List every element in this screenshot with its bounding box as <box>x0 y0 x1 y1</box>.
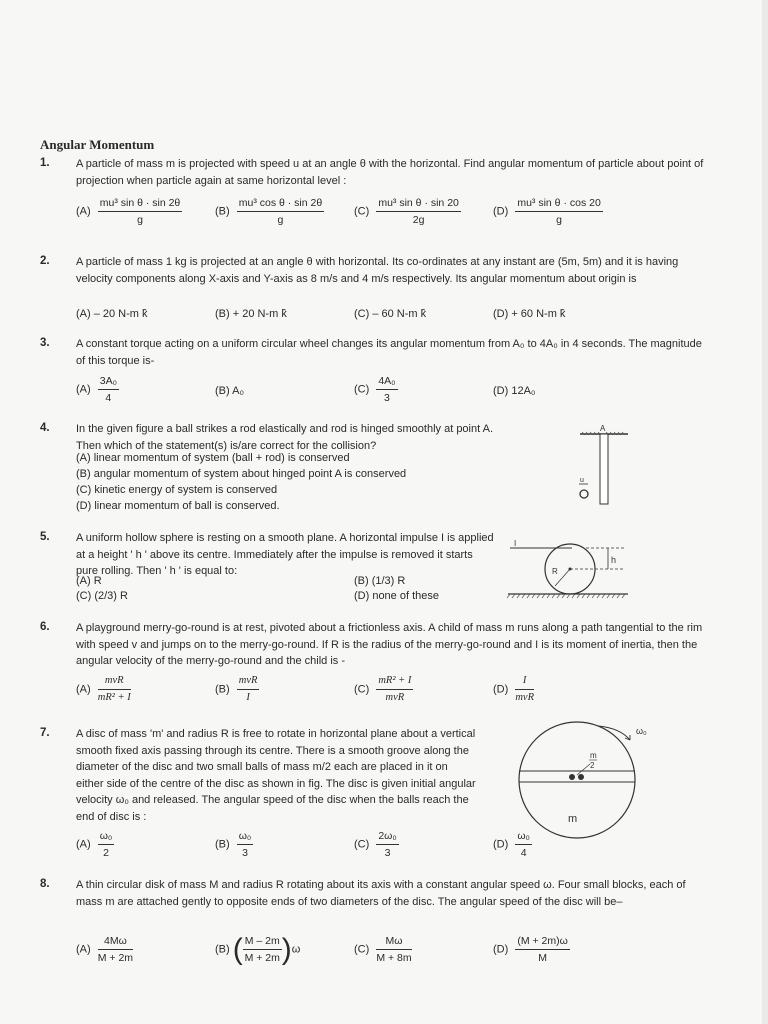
option-c[interactable]: (C) $\frac{M\omega}{M + 8m}$ <box>354 935 412 964</box>
question-number: 4. <box>40 422 50 434</box>
ball <box>580 490 588 498</box>
option-d[interactable]: (D) $\frac{(M + 2m)\omega}{M}$ <box>493 935 568 964</box>
rod-ball-figure <box>570 422 640 508</box>
ball-left <box>569 774 575 780</box>
question-number: 5. <box>40 531 50 543</box>
velocity-label: u <box>580 477 584 484</box>
question-number: 1. <box>40 157 50 169</box>
option-d[interactable]: (D) $\frac{\text{mu³ sin θ · cos 20}}{g}$ <box>493 197 601 226</box>
option-b[interactable]: (B) (1/3) R <box>354 575 406 587</box>
option-d[interactable]: (D) $\frac{\text{ω₀}}{4}$ <box>493 830 530 859</box>
option-a[interactable]: (A) $\frac{\text{mu³ sin θ · sin 2θ}}{g}$ <box>76 197 181 226</box>
question-text: A constant torque acting on a uniform circular wheel changes its angular momentum from A₀ to 4A₀ in 4 seconds. The magnitude of this torque is- <box>76 338 702 367</box>
page-edge-shadow <box>762 0 768 1024</box>
option-c[interactable]: (C) (2/3) R <box>76 590 128 602</box>
question-number: 2. <box>40 255 50 267</box>
option-c[interactable]: (C) $\frac{\text{mR² + I}}{\text{mvR}}$ <box>354 675 412 703</box>
option-d[interactable]: (D) 12A₀ <box>493 385 536 397</box>
hollow-sphere-figure <box>506 532 646 602</box>
option-c[interactable]: (C) – 60 N-m k̂ <box>354 308 427 320</box>
page-title: Angular Momentum <box>40 137 155 152</box>
rod <box>600 434 608 504</box>
option-c[interactable]: (C) $\frac{\text{mu³ sin θ · sin 20}}{2g}$ <box>354 197 459 226</box>
option-b[interactable]: (B) + 20 N-m k̂ <box>215 308 287 320</box>
question-text: A uniform hollow sphere is resting on a smooth plane. A horizontal impulse I is applied at a height ' h ' above its centre. Immediately after the impulse is removed it starts pure rolling. Then ' h ' is equal to: <box>76 532 494 577</box>
option-a[interactable]: (A) $\frac{\text{mvR}}{\text{mR² + I}}$ <box>76 675 131 703</box>
option-a[interactable]: (A) $\frac{4M\omega}{M + 2m}$ <box>76 935 134 964</box>
ball-mass-numerator: m <box>590 751 597 760</box>
question-text: A playground merry-go-round is at rest, pivoted about a frictionless axis. A child of mass m runs along a path tangential to the rim with speed v and jumps on to the merry-go-round. If R is the radius of the merry-go-round and I is its moment of inertia, then the angular velocity of the merry-go-round and the child is - <box>76 622 703 667</box>
option-d[interactable]: (D) none of these <box>354 590 439 602</box>
option-b[interactable]: (B) $\frac{\text{ω₀}}{3}$ <box>215 830 252 859</box>
option-d[interactable]: (D) linear momentum of ball is conserved. <box>76 500 280 512</box>
question-text: A particle of mass 1 kg is projected at an angle θ with horizontal. Its co-ordinates at any instant are (5m, 5m) and it is having velocity components along X-axis and Y-axis as 8 m/s and 4 m/s respectively. Its angular momentum about origin is <box>76 256 679 285</box>
radius-label: R <box>552 567 558 576</box>
option-b[interactable]: (B) ( $\frac{M - 2m}{M + 2m}$ )ω <box>215 932 301 966</box>
height-label: h <box>611 555 617 565</box>
option-a[interactable]: (A) $\frac{\text{3A₀}}{4}$ <box>76 375 117 404</box>
question-text: A disc of mass 'm' and radius R is free to rotate in horizontal plane about a vertical smooth fixed axis passing through its centre. There is a smooth groove along the diameter of the disc and two small balls of mass m/2 each are placed in it on either side of the centre of the disc as shown in fig. The disc is given initial angular velocity ω₀ and released. The angular speed of the disc when the balls reach the end of disc is : <box>76 728 476 823</box>
impulse-label: I <box>514 539 517 548</box>
option-c[interactable]: (C) kinetic energy of system is conserved <box>76 484 278 496</box>
option-d[interactable]: (D) $\frac{I}{\text{mvR}}$ <box>493 675 535 703</box>
question-number: 8. <box>40 878 50 890</box>
option-a[interactable]: (A) $\frac{\text{ω₀}}{2}$ <box>76 830 113 859</box>
option-b[interactable]: (B) A₀ <box>215 385 245 397</box>
question-number: 7. <box>40 727 50 739</box>
option-b[interactable]: (B) $\frac{\text{mvR}}{I}$ <box>215 675 258 703</box>
option-b[interactable]: (B) angular momentum of system about hinged point A is conserved <box>76 468 407 480</box>
question-text: A thin circular disk of mass M and radius R rotating about its axis with a constant angular speed ω. Four small blocks, each of mass m are attached gently to opposite ends of two diameters of the disc. The angular speed of the disc will be– <box>76 879 686 908</box>
ball-right <box>578 774 584 780</box>
disc-groove-figure <box>510 718 660 848</box>
option-d[interactable]: (D) + 60 N-m k̂ <box>493 308 566 320</box>
option-c[interactable]: (C) $\frac{\text{4A₀}}{3}$ <box>354 375 396 404</box>
omega-label: ω₀ <box>636 726 647 736</box>
question-number: 3. <box>40 337 50 349</box>
question-text: A particle of mass m is projected with speed u at an angle θ with the horizontal. Find angular momentum of particle about point of projection when particle again at same horizontal level : <box>76 158 704 187</box>
option-a[interactable]: (A) linear momentum of system (ball + rod) is conserved <box>76 452 350 464</box>
option-b[interactable]: (B) $\frac{\text{mu³ cos θ · sin 2θ}}{g}$ <box>215 197 323 226</box>
ball-mass-denominator: 2 <box>590 761 595 770</box>
disc-mass-label: m <box>568 813 578 825</box>
option-a[interactable]: (A) R <box>76 575 102 587</box>
question-number: 6. <box>40 621 50 633</box>
ball-mass-pointer <box>577 764 590 775</box>
option-c[interactable]: (C) $\frac{\text{2ω₀}}{3}$ <box>354 830 397 859</box>
question-text: In the given figure a ball strikes a rod elastically and rod is hinged smoothly at point A. Then which of the statement(s) is/are correct for the collision? <box>76 423 494 452</box>
option-a[interactable]: (A) – 20 N-m k̂ <box>76 308 148 320</box>
hinge-label: A <box>600 424 606 433</box>
